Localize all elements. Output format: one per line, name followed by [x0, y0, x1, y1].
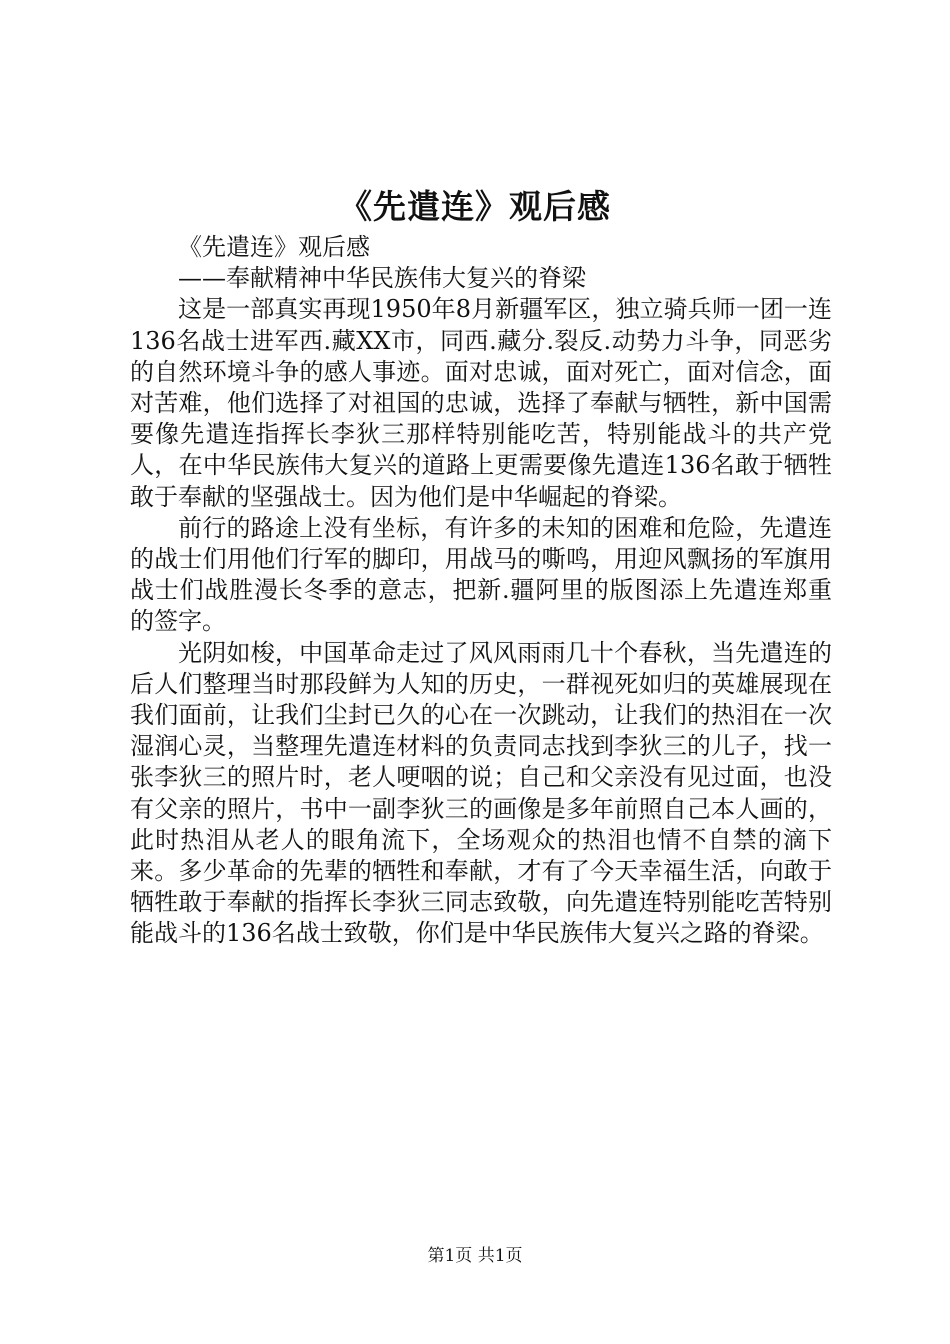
paragraph-3: 光阴如梭，中国革命走过了风风雨雨几十个春秋，当先遣连的后人们整理当时那段鲜为人知的历史，一群视死如归的英雄展现在我们面前，让我们尘封已久的心在一次跳动，让我们的热泪在一次湿润心灵，当整理先遣连材料的负责同志找到李狄三的儿子，找一张李狄三的照片时，老人哽咽的说；自己和父亲没有见过面，也没有父亲的照片，书中一副李狄三的画像是多年前照自己本人画的，此时热泪从老人的眼角流下，全场观众的热泪也情不自禁的滴下来。多少革命的先辈的牺牲和奉献，才有了今天幸福生活，向敢于牺牲敢于奉献的指挥长李狄三同志致敬，向先遣连特别能吃苦特别能战斗的136名战士致敬，你们是中华民族伟大复兴之路的脊梁。 — [130, 638, 832, 948]
document-tagline: ——奉献精神中华民族伟大复兴的脊梁 — [178, 264, 586, 293]
document-title: 《先遣连》观后感 — [339, 187, 611, 226]
document-body — [130, 232, 832, 950]
paragraph-2: 前行的路途上没有坐标，有许多的未知的困难和危险，先遣连的战士们用他们行军的脚印，用战马的嘶鸣，用迎风飘扬的军旗用战士们战胜漫长冬季的意志，把新.疆阿里的版图添上先遣连郑重的签字。 — [130, 513, 832, 636]
document-subtitle: 《先遣连》观后感 — [178, 233, 370, 261]
page-number-footer: 第1页 共1页 — [427, 1246, 523, 1266]
paragraph-1: 这是一部真实再现1950年8月新疆军区，独立骑兵师一团一连136名战士进军西.藏XX市，同西.藏分.裂反.动势力斗争，同恶劣的自然环境斗争的感人事迹。面对忠诚，面对死亡，面对信念，面对苦难，他们选择了对祖国的忠诚，选择了奉献与牺牲，新中国需要像先遣连指挥长李狄三那样特别能吃苦，特别能战斗的共产党人，在中华民族伟大复兴的道路上更需要像先遣连136名敢于牺牲敢于奉献的坚强战士。因为他们是中华崛起的脊梁。 — [130, 295, 832, 511]
